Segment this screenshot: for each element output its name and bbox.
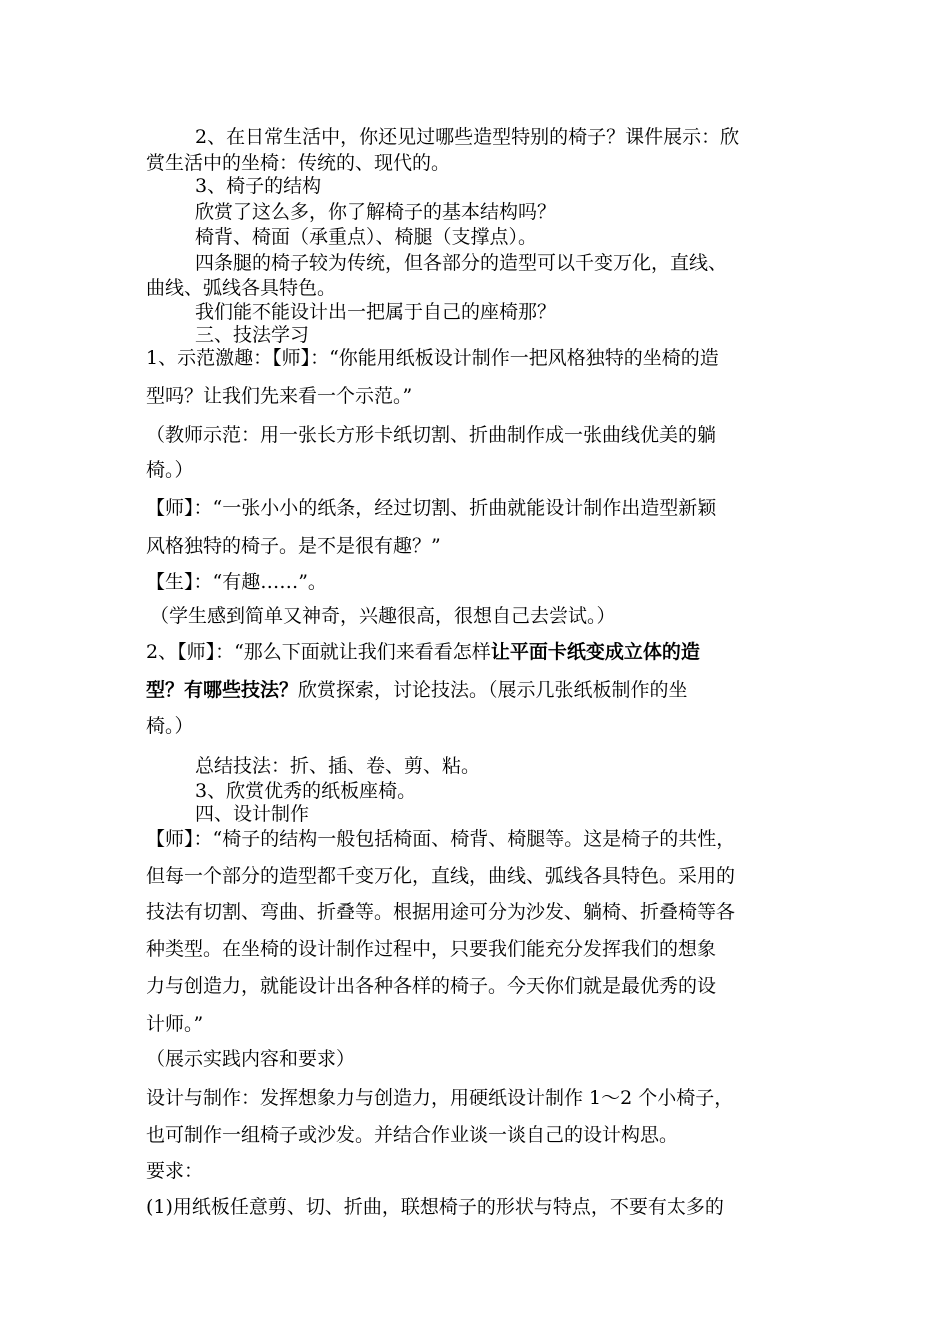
text-line: 计师。” xyxy=(146,1013,204,1035)
text-line xyxy=(146,643,700,662)
section-heading: 四、设计制作 xyxy=(195,803,310,825)
text-line: 2、在日常生活中，你还见过哪些造型特别的椅子？课件展示：欣 xyxy=(195,126,740,148)
text-line: 风格独特的椅子。是不是很有趣？” xyxy=(146,535,441,557)
text-line: 1、示范激趣：【师】：“你能用纸板设计制作一把风格独特的坐椅的造 xyxy=(146,347,719,369)
text-line: 3、欣赏优秀的纸板座椅。 xyxy=(195,780,417,802)
text-line: 【师】：“椅子的结构一般包括椅面、椅背、椅腿等。这是椅子的共性， xyxy=(146,828,736,850)
text-line: 椅。） xyxy=(146,715,194,737)
text-line: （学生感到简单又神奇，兴趣很高，很想自己去尝试。） xyxy=(150,605,616,627)
text-line: 四条腿的椅子较为传统，但各部分的造型可以千变万化，直线、 xyxy=(195,252,728,274)
text-line: （教师示范：用一张长方形卡纸切割、折曲制作成一张曲线优美的躺 xyxy=(146,424,717,446)
section-heading: 三、技法学习 xyxy=(195,324,310,346)
text-line: 【生】：“有趣……”。 xyxy=(146,571,327,593)
text-line: 椅。） xyxy=(146,459,194,481)
text-line: 力与创造力，就能设计出各种各样的椅子。今天你们就是最优秀的设 xyxy=(146,975,717,997)
text-line: 我们能不能设计出一把属于自己的座椅那？ xyxy=(195,301,557,323)
bold-text: 让平面卡纸变成立体的造 xyxy=(490,641,700,663)
text-line: 椅背、椅面（承重点）、椅腿（支撑点）。 xyxy=(195,226,538,248)
text-line: (1)用纸板任意剪、切、折曲，联想椅子的形状与特点，不要有太多的 xyxy=(146,1196,724,1218)
text-span: 2、【师】：“那么下面就让我们来看看怎样 xyxy=(146,641,491,663)
text-line: 型吗？让我们先来看一个示范。” xyxy=(146,385,413,407)
text-line xyxy=(146,681,688,700)
text-line: 种类型。在坐椅的设计制作过程中，只要我们能充分发挥我们的想象 xyxy=(146,938,717,960)
text-line: 要求： xyxy=(146,1160,204,1182)
bold-text: 型？有哪些技法？ xyxy=(146,679,299,701)
text-line: 曲线、弧线各具特色。 xyxy=(146,277,337,299)
text-line: 技法有切割、弯曲、折叠等。根据用途可分为沙发、躺椅、折叠椅等各 xyxy=(146,901,736,923)
text-span: 欣赏探索，讨论技法。（展示几张纸板制作的坐 xyxy=(298,679,688,701)
text-line: 赏生活中的坐椅：传统的、现代的。 xyxy=(146,152,451,174)
text-line: 设计与制作：发挥想象力与创造力，用硬纸设计制作 1～2 个小椅子， xyxy=(146,1087,734,1109)
text-line: 但每一个部分的造型都千变万化，直线，曲线、弧线各具特色。采用的 xyxy=(146,865,736,887)
text-line: 欣赏了这么多，你了解椅子的基本结构吗？ xyxy=(195,201,557,223)
text-line: 【师】：“一张小小的纸条，经过切割、折曲就能设计制作出造型新颖 xyxy=(146,497,717,519)
text-line: 也可制作一组椅子或沙发。并结合作业谈一谈自己的设计构思。 xyxy=(146,1124,679,1146)
text-line: 总结技法：折、插、卷、剪、粘。 xyxy=(195,755,481,777)
section-heading: 3、椅子的结构 xyxy=(195,175,322,197)
text-line: （展示实践内容和要求） xyxy=(146,1048,356,1070)
